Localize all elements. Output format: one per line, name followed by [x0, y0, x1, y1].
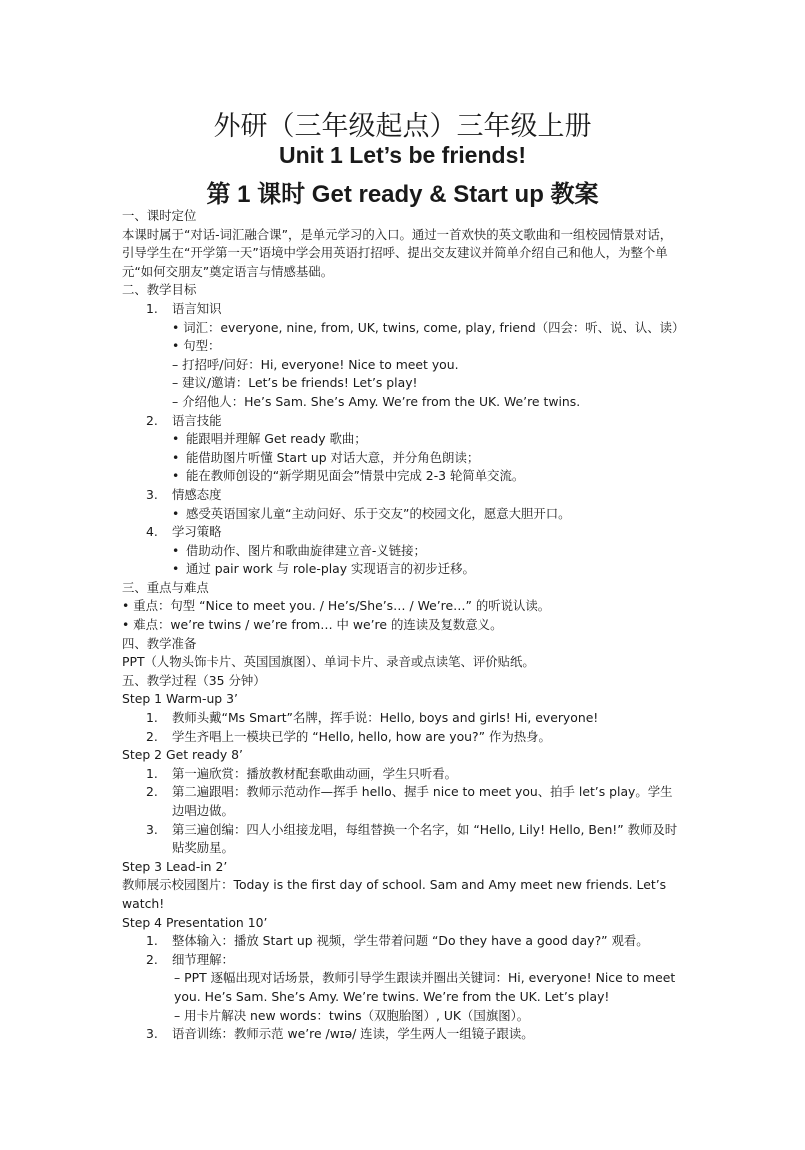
section-heading: 五、教学过程（35 分钟） — [122, 672, 266, 688]
list-item: 3. 情感态度 — [146, 486, 222, 502]
list-item: 3. 第三遍创编：四人小组接龙唱，每组替换一个名字，如 “Hello, Lily! Hello, Ben!” 教师及时贴奖励星。 — [146, 821, 678, 856]
title-line-1: 外研（三年级起点）三年级上册 — [213, 111, 592, 142]
list-item: • 能借助图片听懂 Start up 对话大意，并分角色朗读； — [172, 449, 480, 465]
list-item: • 感受英语国家儿童“主动问好、乐于交友”的校园文化，愿意大胆开口。 — [172, 505, 571, 521]
list-item: 3. 语音训练：教师示范 we’re /wɪə/ 连读，学生两人一组镜子跟读。 — [146, 1026, 534, 1042]
step-title: Step 1 Warm-up 3’ — [122, 691, 238, 707]
list-item: • 词汇：everyone, nine, from, UK, twins, come, play, friend（四会：听、说、认、读） — [172, 319, 685, 335]
list-item: 1. 教师头戴“Ms Smart”名牌，挥手说：Hello, boys and girls! Hi, everyone! — [146, 710, 599, 726]
list-item: • 能跟唱并理解 Get ready 歌曲； — [172, 431, 367, 447]
list-item: 2. 细节理解： — [146, 951, 234, 967]
list-item: – 建议/邀请：Let’s be friends! Let’s play! — [172, 375, 418, 391]
list-item: – 用卡片解决 new words：twins（双胞胎图）, UK（国旗图）。 — [174, 1007, 530, 1023]
section-heading: 四、教学准备 — [122, 635, 197, 651]
list-item: – 介绍他人：He’s Sam. She’s Amy. We’re from the UK. We’re twins. — [172, 393, 581, 409]
list-item: 1. 语言知识 — [146, 300, 222, 316]
list-item: • 难点：we’re twins / we’re from… 中 we’re 的连读及复数意义。 — [122, 617, 503, 633]
section-heading: 三、重点与难点 — [122, 579, 209, 595]
section-heading: 二、教学目标 — [122, 282, 197, 298]
list-item: 1. 整体输入：播放 Start up 视频，学生带着问题 “Do they have a good day?” 观看。 — [146, 933, 649, 949]
list-item: • 借助动作、图片和歌曲旋律建立音-义链接； — [172, 542, 426, 558]
list-item: • 通过 pair work 与 role-play 实现语言的初步迁移。 — [172, 561, 475, 577]
list-item: 1. 第一遍欣赏：播放教材配套歌曲动画，学生只听看。 — [146, 765, 457, 781]
document-body — [122, 207, 685, 1044]
list-item: 4. 学习策略 — [146, 524, 222, 540]
step-title: Step 2 Get ready 8’ — [122, 747, 243, 763]
section-heading: 一、课时定位 — [122, 208, 197, 223]
list-item: • 重点：句型 “Nice to meet you. / He’s/She’s… / We’re…” 的听说认读。 — [122, 598, 551, 614]
list-item: 2. 第二遍跟唱：教师示范动作—挥手 hello、握手 nice to meet you、拍手 let’s play。学生边唱边做。 — [146, 784, 673, 818]
title-line-2: Unit 1 Let’s be friends! — [278, 142, 527, 168]
paragraph: PPT（人物头饰卡片、英国国旗图）、单词卡片、录音或点读笔、评价贴纸。 — [122, 654, 535, 670]
list-item: – 打招呼/问好：Hi, everyone! Nice to meet you. — [172, 356, 459, 372]
list-item: 2. 语言技能 — [146, 412, 222, 428]
title-line-3: 第 1 课时 Get ready & Start up 教案 — [206, 181, 599, 208]
list-item: • 能在教师创设的“新学期见面会”情景中完成 2-3 轮简单交流。 — [172, 468, 525, 484]
list-item: 2. 学生齐唱上一模块已学的 “Hello, hello, how are you?” 作为热身。 — [146, 728, 551, 744]
step-title: Step 4 Presentation 10’ — [122, 914, 268, 930]
list-item: – PPT 逐幅出现对话场景，教师引导学生跟读并圈出关键词：Hi, everyone! Nice to meet you. He’s Sam. She’s Amy. We’re twins. We’re from the UK. Let’s play! — [174, 970, 676, 1004]
paragraph: 本课时属于“对话-词汇融合课”，是单元学习的入口。通过一首欢快的英文歌曲和一组校园情景对话，引导学生在“开学第一天”语境中学会用英语打招呼、提出交友建议并简单介绍自己和他人，为整个单元“如何交朋友”奠定语言与情感基础。 — [122, 226, 673, 279]
paragraph: 教师展示校园图片：Today is the first day of school. Sam and Amy meet new friends. Let’s watch! — [122, 877, 667, 911]
list-item: • 句型： — [172, 338, 221, 354]
step-title: Step 3 Lead-in 2’ — [122, 858, 228, 874]
